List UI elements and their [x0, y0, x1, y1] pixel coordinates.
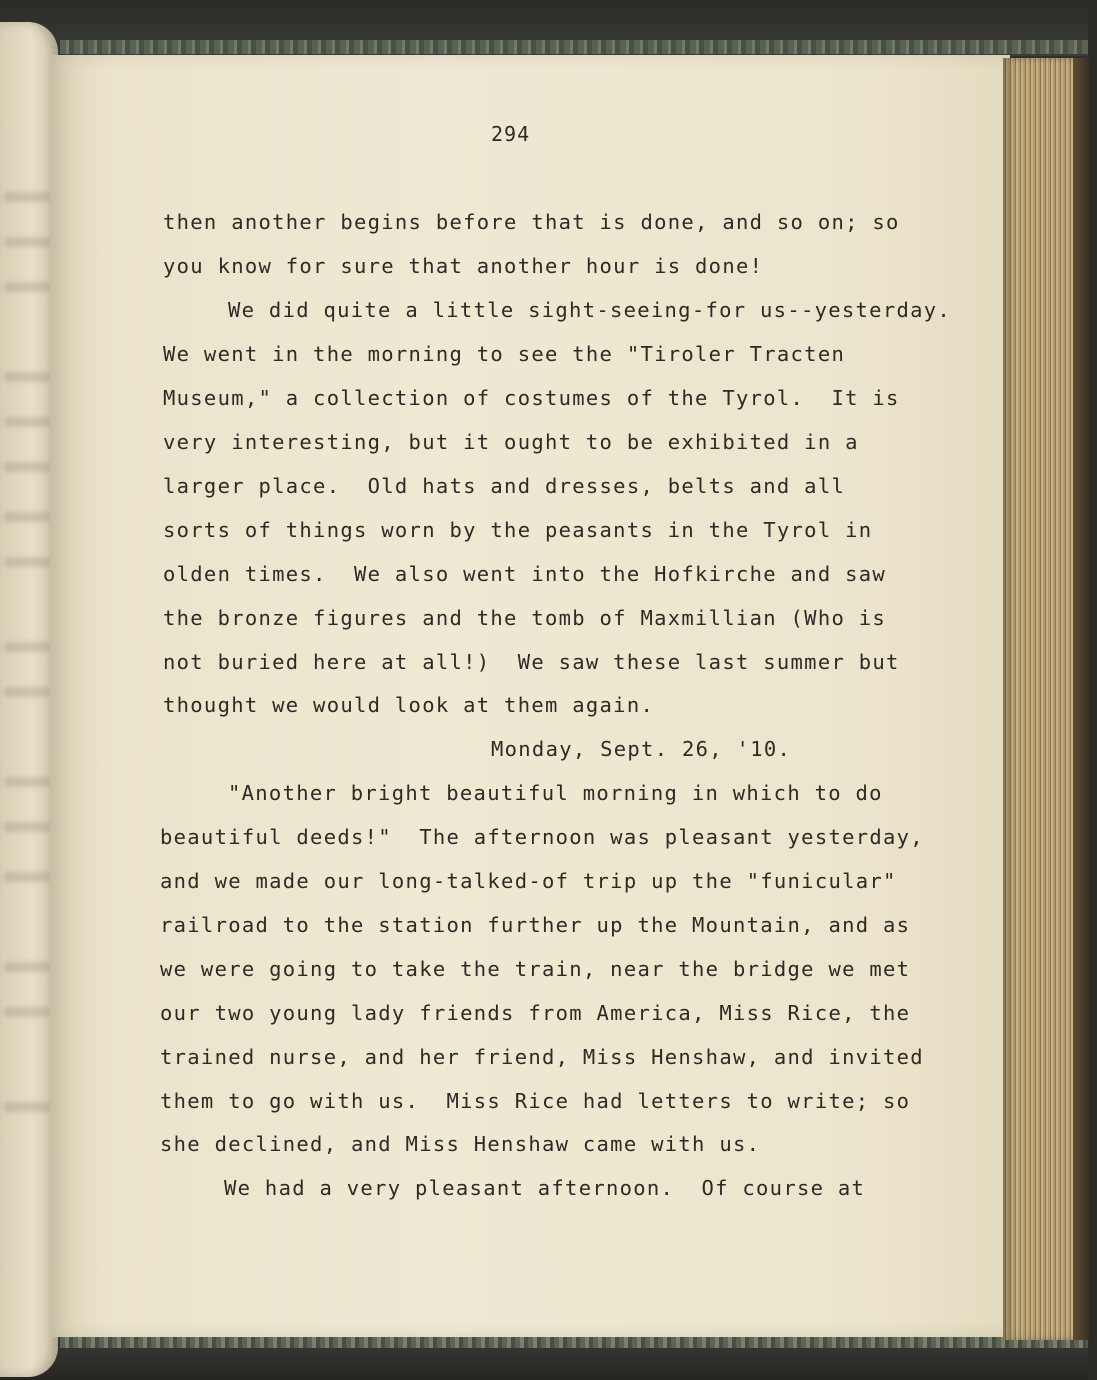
- facing-page-bleed: [4, 462, 50, 472]
- text-line: trained nurse, and her friend, Miss Henshaw, and invited: [160, 1045, 924, 1069]
- text-line: very interesting, but it ought to be exhibited in a: [163, 430, 859, 454]
- page-number: 294: [491, 122, 531, 146]
- facing-page-bleed: [4, 237, 50, 247]
- text-line: "Another bright beautiful morning in which to do: [228, 781, 883, 805]
- text-line: olden times. We also went into the Hofkirche and saw: [163, 562, 887, 586]
- text-line: We went in the morning to see the "Tiroler Tracten: [163, 342, 846, 366]
- text-line: larger place. Old hats and dresses, belts and all: [163, 474, 846, 498]
- facing-page-bleed: [4, 417, 50, 427]
- text-line: we were going to take the train, near the bridge we met: [160, 957, 911, 981]
- text-line: Museum," a collection of costumes of the Tyrol. It is: [163, 386, 900, 410]
- text-line: you know for sure that another hour is done!: [163, 254, 764, 278]
- text-line: then another begins before that is done, and so on; so: [163, 210, 900, 234]
- facing-page-bleed: [4, 192, 50, 202]
- text-line: the bronze figures and the tomb of Maxmillian (Who is: [163, 606, 887, 630]
- text-line: thought we would look at them again.: [163, 693, 655, 717]
- facing-page-bleed: [4, 822, 50, 832]
- text-line: beautiful deeds!" The afternoon was pleasant yesterday,: [160, 825, 924, 849]
- facing-page-bleed: [4, 282, 50, 292]
- book-cover-right: [1088, 0, 1097, 1380]
- facing-page-bleed: [4, 557, 50, 567]
- text-line: she declined, and Miss Henshaw came with us.: [160, 1132, 761, 1156]
- cover-cloth-band-top: [60, 40, 1090, 54]
- text-line: and we made our long-talked-of trip up the "funicular": [160, 869, 897, 893]
- text-line: not buried here at all!) We saw these last summer but: [163, 650, 900, 674]
- page-edge-stack: [1003, 58, 1089, 1340]
- facing-page-bleed: [4, 372, 50, 382]
- text-line: We had a very pleasant afternoon. Of course at: [224, 1176, 866, 1200]
- facing-page-bleed: [4, 1007, 50, 1017]
- facing-page-bleed: [4, 642, 50, 652]
- facing-page-bleed: [4, 872, 50, 882]
- date-heading: Monday, Sept. 26, '10.: [491, 737, 792, 761]
- facing-page-bleed: [4, 687, 50, 697]
- text-line: our two young lady friends from America, Miss Rice, the: [160, 1001, 911, 1025]
- text-line: We did quite a little sight-seeing-for us--yesterday.: [228, 298, 952, 322]
- facing-page-bleed: [4, 777, 50, 787]
- facing-page-bleed: [4, 962, 50, 972]
- facing-page-bleed: [4, 1102, 50, 1112]
- text-line: them to go with us. Miss Rice had letters to write; so: [160, 1089, 911, 1113]
- text-line: railroad to the station further up the Mountain, and as: [160, 913, 911, 937]
- text-line: sorts of things worn by the peasants in the Tyrol in: [163, 518, 873, 542]
- facing-page-bleed: [4, 512, 50, 522]
